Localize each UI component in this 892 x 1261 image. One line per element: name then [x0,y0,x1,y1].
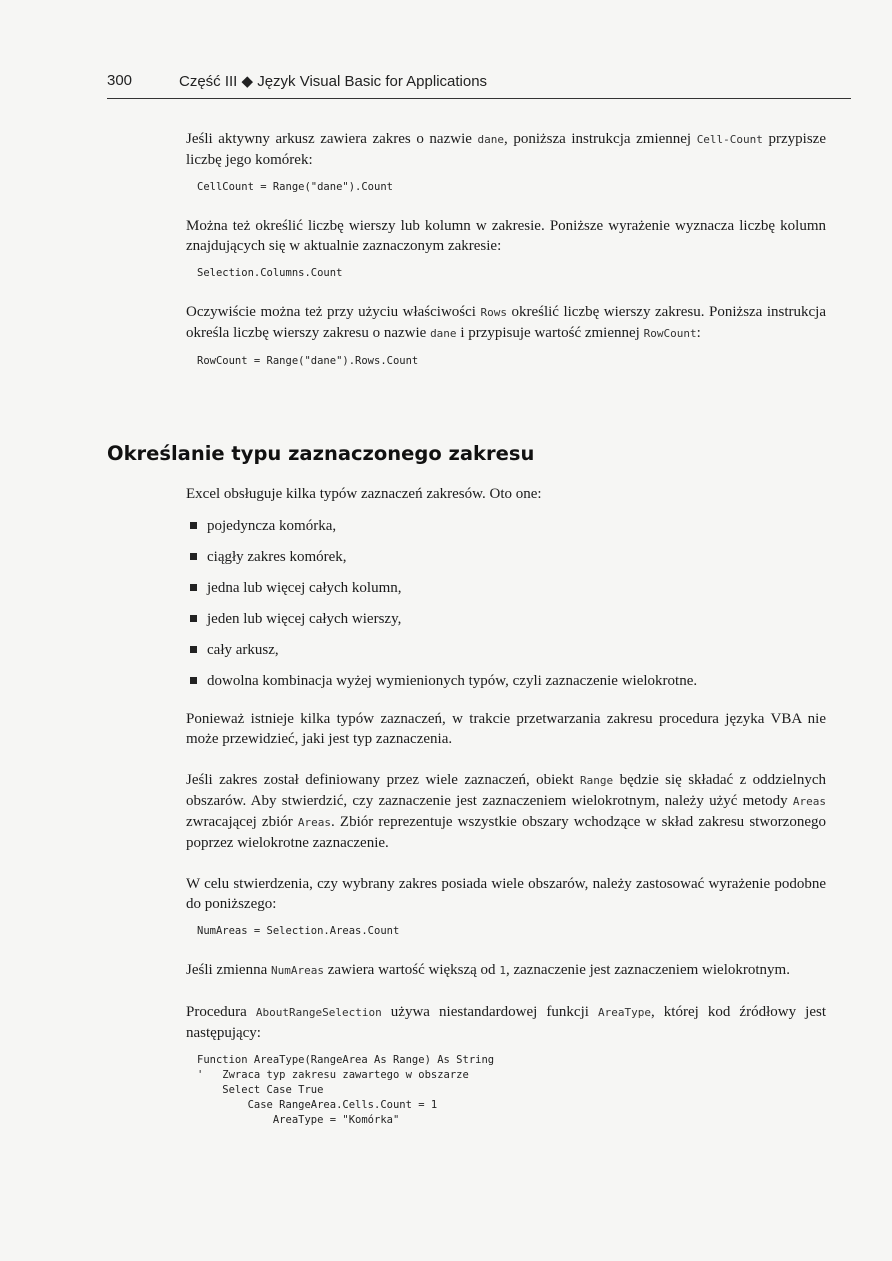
code-block-areatype: Function AreaType(RangeArea As Range) As String ' Zwraca typ zakresu zawartego w obszarze Select Case True Case RangeArea.Cells.Count = 1 AreaType = "Komórka" [197,1054,495,1126]
list-item: ciągły zakres komórek, [186,547,826,567]
paragraph-5: Jeśli zakres został definiowany przez wiele zaznaczeń, obiekt Range będzie się składać z oddzielnych obszarów. Aby stwierdzić, czy zaznaczenie jest zaznaczeniem wielokrotnym, należy użyć metody Areas zwracającej zbiór Areas. Zbiór reprezentuje wszystkie obszary wchodzące w skład zakresu stworzonego poprzez wielokrotne zaznaczenie. [186,772,826,851]
list-item: jedna lub więcej całych kolumn, [186,578,826,598]
paragraph-4: Ponieważ istnieje kilka typów zaznaczeń, w trakcie przetwarzania zakresu procedura języka VBA nie może przewidzieć, jaki jest typ zaznaczenia. [186,711,826,747]
section-2 [186,484,826,1128]
bullet-icon [190,646,197,653]
code-line-2: Selection.Columns.Count [197,267,343,279]
bullet-icon [190,522,197,529]
list-item: jeden lub więcej całych wierszy, [186,609,826,629]
section-heading: Określanie typu zaznaczonego zakresu [107,442,535,465]
paragraph-8: Procedura AboutRangeSelection używa niestandardowej funkcji AreaType, której kod źródłowy jest następujący: [186,1004,826,1041]
intro-paragraph: Excel obsługuje kilka typów zaznaczeń zakresów. Oto one: [186,486,542,502]
list-item: cały arkusz, [186,640,826,660]
bullet-icon [190,553,197,560]
running-title: Część III ◆ Język Visual Basic for Applications [179,73,488,90]
running-header [107,72,851,98]
list-item: dowolna kombinacja wyżej wymienionych typów, czyli zaznaczenie wielokrotne. [186,671,826,691]
code-line-4: NumAreas = Selection.Areas.Count [197,925,400,937]
page-number: 300 [107,72,133,89]
paragraph-1: Jeśli aktywny arkusz zawiera zakres o nazwie dane, poniższa instrukcja zmiennej Cell-Count przypisze liczbę jego komórek: [186,131,826,168]
bullet-icon [190,677,197,684]
bullet-icon [190,615,197,622]
header-rule [107,98,851,99]
list-item: pojedyncza komórka, [186,516,826,536]
code-line-3: RowCount = Range("dane").Rows.Count [197,355,419,367]
paragraph-3: Oczywiście można też przy użyciu właściwości Rows określić liczbę wierszy zakresu. Poniższa instrukcja określa liczbę wierszy zakresu o nazwie dane i przypisuje wartość zmiennej RowCount: [186,304,827,341]
paragraph-6: W celu stwierdzenia, czy wybrany zakres posiada wiele obszarów, należy zastosować wyrażenie podobne do poniższego: [186,876,826,912]
selection-types-list [186,516,826,691]
paragraph-7: Jeśli zmienna NumAreas zawiera wartość większą od 1, zaznaczenie jest zaznaczeniem wielokrotnym. [186,962,790,978]
section-1 [186,117,826,369]
paragraph-2: Można też określić liczbę wierszy lub kolumn w zakresie. Poniższe wyrażenie wyznacza liczbę kolumn znajdujących się w aktualnie zaznaczonym zakresie: [186,218,826,254]
bullet-icon [190,584,197,591]
code-line-1: CellCount = Range("dane").Count [197,181,393,193]
